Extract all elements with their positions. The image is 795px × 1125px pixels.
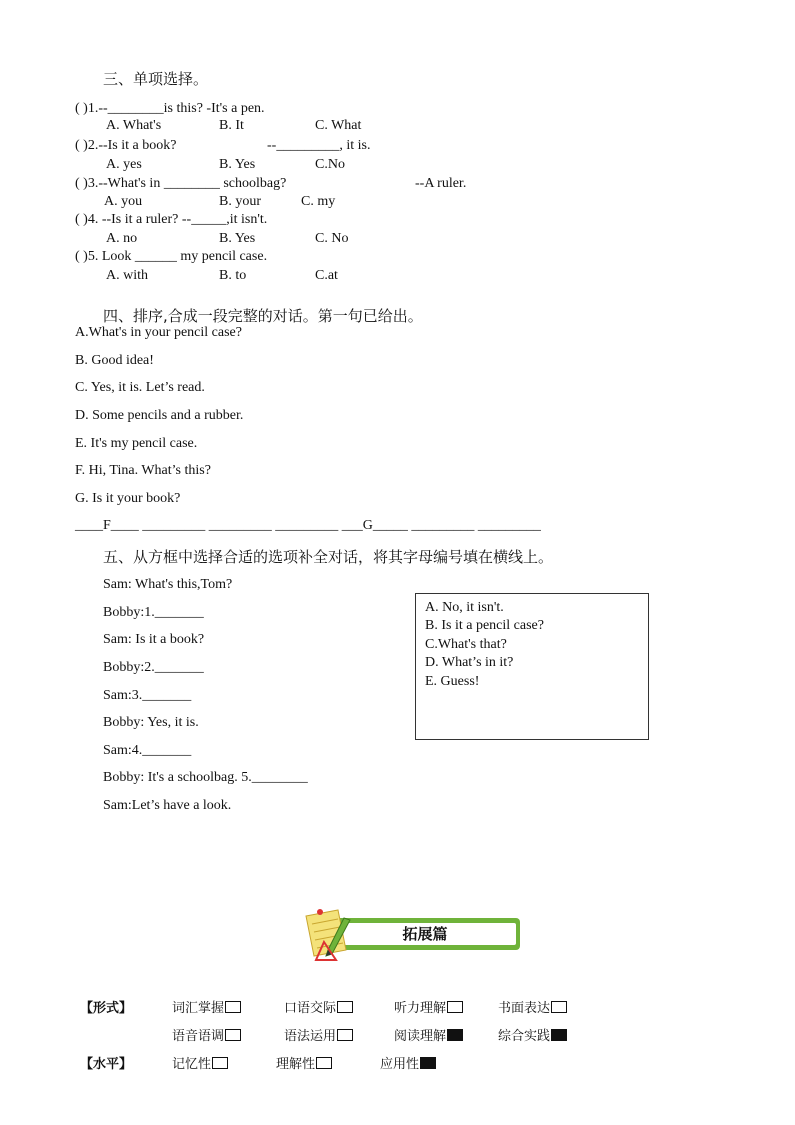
q3-option-c: C. my: [301, 194, 336, 209]
q1-option-c: C. What: [315, 118, 362, 133]
box-option-b: B. Is it a pencil case?: [425, 618, 544, 633]
dialog-line-8: Bobby: It's a schoolbag. 5.________: [103, 770, 308, 785]
question-3-answer: --A ruler.: [415, 176, 467, 191]
question-2-answer: --_________, it is.: [267, 138, 371, 153]
form-item-label: 书面表达: [498, 1001, 551, 1016]
q3-option-a: A. you: [104, 194, 143, 209]
options-box: [415, 593, 649, 740]
checkbox-checked[interactable]: [551, 1029, 567, 1041]
checkbox[interactable]: [212, 1057, 228, 1069]
dialog-line-1: Sam: What's this,Tom?: [103, 577, 233, 592]
checkbox[interactable]: [337, 1029, 353, 1041]
form-item-vocabulary: [172, 997, 241, 1016]
form-item-label: 语法运用: [284, 1029, 337, 1044]
checkbox[interactable]: [225, 1029, 241, 1041]
order-item-b: B. Good idea!: [75, 353, 154, 368]
form-item-writing: [498, 997, 567, 1016]
q2-option-c: C.No: [315, 157, 345, 172]
q4-option-c: C. No: [315, 231, 349, 246]
checkbox[interactable]: [225, 1001, 241, 1013]
form-item-oral: [284, 997, 353, 1016]
question-5: ( )5. Look ______ my pencil case.: [75, 249, 268, 264]
order-item-c: C. Yes, it is. Let’s read.: [75, 380, 205, 395]
checkbox[interactable]: [447, 1001, 463, 1013]
order-item-e: E. It's my pencil case.: [75, 436, 198, 451]
q4-option-b: B. Yes: [219, 231, 256, 246]
question-1: ( )1.--________is this? -It's a pen.: [75, 101, 265, 116]
q3-option-b: B. your: [219, 194, 261, 209]
form-item-label: 听力理解: [394, 1001, 447, 1016]
checkbox-checked[interactable]: [447, 1029, 463, 1041]
level-item-memory: [172, 1053, 228, 1072]
checkbox[interactable]: [551, 1001, 567, 1013]
form-item-label: 词汇掌握: [172, 1001, 225, 1016]
section5-title: 五、从方框中选择合适的选项补全对话，将其字母编号填在横线上。: [103, 548, 554, 566]
dialog-line-9: Sam:Let’s have a look.: [103, 798, 232, 813]
dialog-line-7: Sam:4._______: [103, 743, 192, 758]
banner-title: 拓展篇: [402, 925, 448, 943]
dialog-line-4: Bobby:2._______: [103, 660, 204, 675]
section3-title: 三、单项选择。: [103, 70, 209, 88]
form-item-practice: [498, 1025, 567, 1044]
dialog-line-3: Sam: Is it a book?: [103, 632, 205, 647]
level-item-comprehension: [276, 1053, 332, 1072]
q2-option-b: B. Yes: [219, 157, 256, 172]
q5-option-a: A. with: [106, 268, 148, 283]
form-label: 【形式】: [80, 1001, 133, 1016]
q4-option-a: A. no: [106, 231, 138, 246]
form-item-label: 综合实践: [498, 1029, 551, 1044]
section4-title: 四、排序,合成一段完整的对话。第一句已给出。: [103, 307, 423, 325]
form-item-grammar: [284, 1025, 353, 1044]
order-answer-line: ____F____ _________ _________ _________ ___G_____ _________ _________: [75, 518, 541, 533]
form-item-label: 阅读理解: [394, 1029, 447, 1044]
level-item-label: 记忆性: [172, 1057, 212, 1072]
extension-banner: [300, 906, 530, 964]
q5-option-b: B. to: [219, 268, 247, 283]
checkbox-checked[interactable]: [420, 1057, 436, 1069]
q1-option-a: A. What's: [106, 118, 162, 133]
form-item-label: 语音语调: [172, 1029, 225, 1044]
order-item-g: G. Is it your book?: [75, 491, 181, 506]
checkbox[interactable]: [337, 1001, 353, 1013]
box-option-e: E. Guess!: [425, 674, 480, 689]
form-item-listening: [394, 997, 463, 1016]
level-item-application: [380, 1053, 436, 1072]
form-item-pronunciation: [172, 1025, 241, 1044]
q1-option-b: B. It: [219, 118, 244, 133]
checkbox[interactable]: [316, 1057, 332, 1069]
order-item-a: A.What's in your pencil case?: [75, 325, 242, 340]
box-option-a: A. No, it isn't.: [425, 600, 504, 615]
level-item-label: 应用性: [380, 1057, 420, 1072]
question-4: ( )4. --Is it a ruler? --_____,it isn't.: [75, 212, 268, 227]
level-item-label: 理解性: [276, 1057, 316, 1072]
form-item-reading: [394, 1025, 463, 1044]
dialog-line-2: Bobby:1._______: [103, 605, 204, 620]
box-option-c: C.What's that?: [425, 637, 507, 652]
question-3: ( )3.--What's in ________ schoolbag?: [75, 176, 287, 191]
box-option-d: D. What’s in it?: [425, 655, 514, 670]
form-item-label: 口语交际: [284, 1001, 337, 1016]
q5-option-c: C.at: [315, 268, 338, 283]
dialog-line-5: Sam:3._______: [103, 688, 192, 703]
dialog-line-6: Bobby: Yes, it is.: [103, 715, 199, 730]
level-label: 【水平】: [80, 1057, 133, 1072]
order-item-d: D. Some pencils and a rubber.: [75, 408, 244, 423]
q2-option-a: A. yes: [106, 157, 142, 172]
order-item-f: F. Hi, Tina. What’s this?: [75, 463, 211, 478]
question-2: ( )2.--Is it a book?: [75, 138, 177, 153]
